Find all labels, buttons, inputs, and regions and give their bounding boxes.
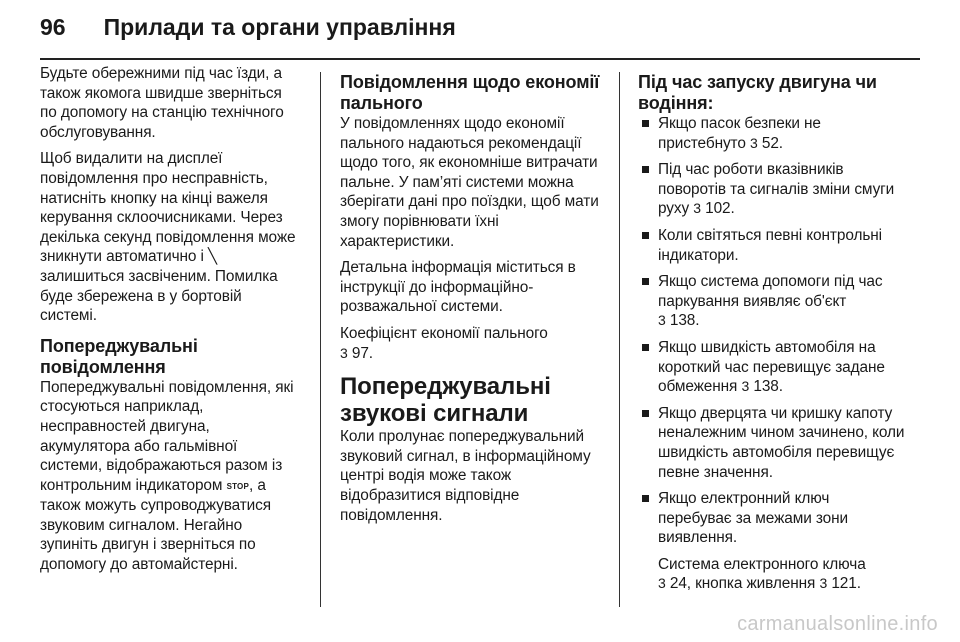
paragraph-fuel-economy: У повідомленнях щодо економії пального надаються рекомендації щодо того, як економніше витрачати пальне. У пам’яті системи можна зберігати дані про поїздки, щоб мати змогу порівнювати їхні характеристики. bbox=[340, 115, 599, 250]
paragraph-warning-sounds: Коли пролунає попереджувальний звуковий сигнал, в інформаційному центрі водія може також відобразитися відповідне повідомлення. bbox=[340, 428, 591, 524]
bullet-icon bbox=[642, 344, 649, 351]
column-divider-2 bbox=[619, 72, 620, 607]
paragraph-warning-messages: Попереджувальні повідомлення, які стосуються наприклад, несправностей двигуна, акумулятора або гальмівної системи, відображаються разом із контрольним індикатором STOP, а також можуть супроводжуватися звуковим сигналом. Негайно зупиніть двигун і зверніться по допомогу до автомайстерні. bbox=[40, 378, 294, 574]
heading-warning-messages: Попереджувальні повідомлення bbox=[40, 335, 198, 377]
bullet-icon bbox=[642, 232, 649, 239]
list-item: Якщо дверцята чи кришку капоту неналежним чином зачинено, коли швидкість автомобіля перевищує певне значення. bbox=[638, 404, 906, 482]
bullet-icon bbox=[642, 120, 649, 127]
page-title: Прилади та органи управління bbox=[103, 14, 456, 40]
bullet-icon bbox=[642, 166, 649, 173]
header-rule bbox=[40, 58, 920, 60]
wrench-icon: ╲ bbox=[208, 248, 217, 266]
page-ref-icon: 3 bbox=[749, 134, 758, 151]
page-ref-icon: 3 bbox=[658, 575, 666, 592]
electronic-key-ref: Система електронного ключа 3 24, кнопка живлення 3 121. bbox=[658, 555, 866, 593]
paragraph-economy-factor: Коефіцієнт економії пального 3 97. bbox=[340, 324, 548, 362]
page-ref-icon: 3 bbox=[693, 200, 701, 217]
list-item: Якщо система допомоги під час паркування виявляє об'єкт 3 138. bbox=[638, 272, 906, 331]
page-ref-icon: 3 bbox=[819, 575, 828, 592]
paragraph-infotainment-ref: Детальна інформація міститься в інструкції до інформаційно-розважальної системи. bbox=[340, 259, 576, 316]
page-ref-icon: 3 bbox=[741, 378, 750, 395]
page-ref-icon: 3 bbox=[658, 312, 666, 329]
paragraph-clear-message: Щоб видалити на дисплеї повідомлення про несправність, натисніть кнопку на кінці важеля керування склоочисниками. Через декілька секунд повідомлення може зникнути автоматично і ╲ залишиться засвіченим. Помилка буде збережена в у бортовій системі. bbox=[40, 150, 296, 325]
page-ref-link[interactable]: 138. bbox=[669, 312, 700, 330]
list-item: Якщо електронний ключ перебуває за межами зони виявлення. Система електронного ключа 3 24, кнопка живлення 3 121. bbox=[638, 489, 906, 594]
paragraph-drive-carefully: Будьте обережними під час їзди, а також якомога швидше зверніться по допомогу на станцію технічного обслуговування. bbox=[40, 65, 284, 141]
list-item: Якщо швидкість автомобіля на короткий час перевищує задане обмеження 3 138. bbox=[638, 338, 906, 397]
watermark: carmanualsonline.info bbox=[737, 613, 938, 635]
page-ref-link[interactable]: 97. bbox=[351, 344, 373, 362]
list-item: Коли світяться певні контрольні індикатори. bbox=[638, 226, 906, 265]
column-divider-1 bbox=[320, 72, 321, 607]
bullet-icon bbox=[642, 278, 649, 285]
heading-engine-start: Під час запуску двигуна чи водіння: bbox=[638, 72, 877, 113]
list-item: Якщо пасок безпеки не пристебнуто 3 52. bbox=[638, 114, 906, 153]
bullet-icon bbox=[642, 495, 649, 502]
column-1 bbox=[40, 64, 302, 582]
page-ref-link[interactable]: 121. bbox=[831, 575, 861, 593]
bullet-icon bbox=[642, 410, 649, 417]
page-number: 96 bbox=[40, 14, 66, 40]
page-ref-link[interactable]: 24, кнопка живлення bbox=[669, 575, 816, 593]
page-ref-link[interactable]: 102. bbox=[705, 200, 735, 218]
list-item: Під час роботи вказівників поворотів та сигналів зміни смуги руху 3 102. bbox=[638, 160, 906, 219]
column-3 bbox=[638, 72, 906, 601]
page-ref-icon: 3 bbox=[340, 344, 348, 361]
stop-indicator-icon: STOP bbox=[226, 481, 249, 491]
column-2 bbox=[340, 72, 602, 532]
page-header bbox=[40, 14, 456, 50]
bullet-list bbox=[638, 114, 906, 594]
heading-fuel-economy: Повідомлення щодо економії пального bbox=[340, 72, 600, 113]
heading-warning-sounds: Попереджувальні звукові сигнали bbox=[340, 373, 551, 428]
page-ref-link[interactable]: 52. bbox=[761, 134, 783, 152]
page-ref-link[interactable]: 138. bbox=[753, 378, 783, 396]
